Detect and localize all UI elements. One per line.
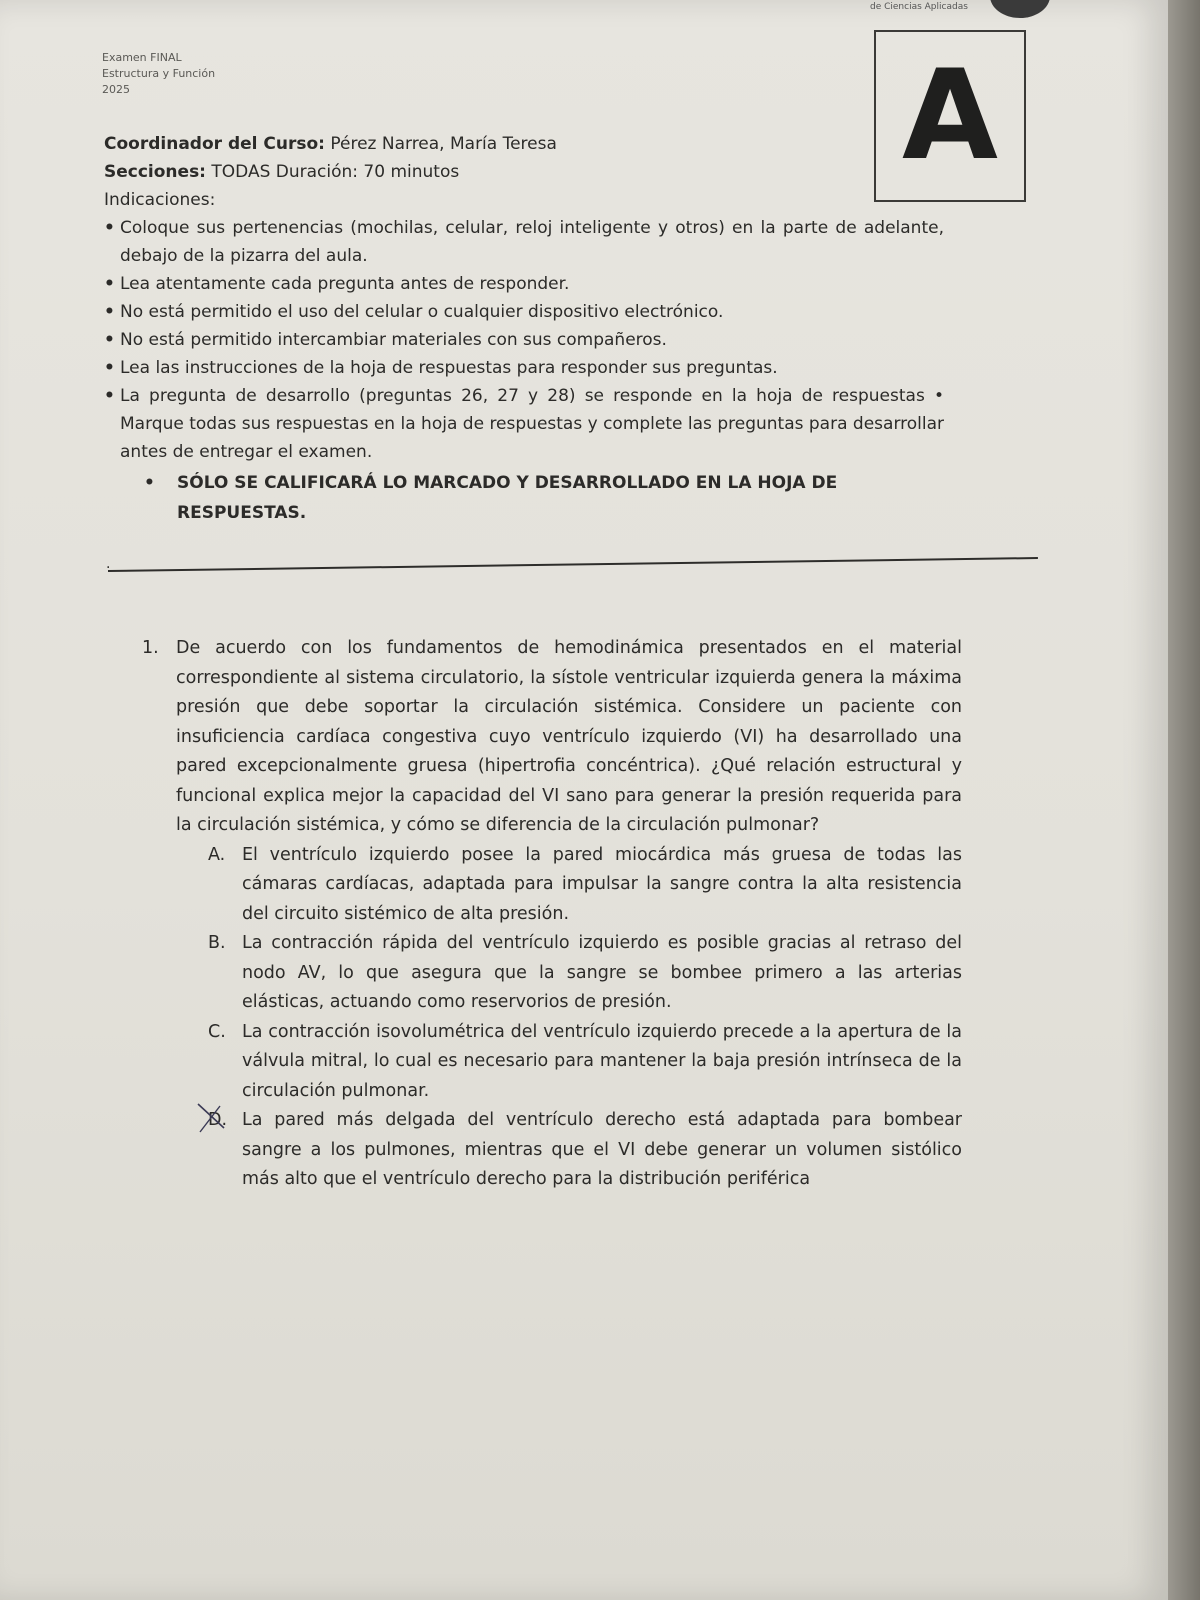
sections-label: Secciones: (104, 162, 206, 182)
answer-options (208, 841, 962, 1195)
institution-logo-text: de Ciencias Aplicadas (870, 2, 968, 12)
coordinator-label: Coordinador del Curso: (104, 134, 325, 154)
version-letter: A (902, 44, 998, 188)
exam-type: Examen FINAL (102, 51, 182, 64)
question-stem (142, 634, 962, 841)
coordinator-value: Pérez Narrea, María Teresa (324, 134, 557, 154)
institution-logo-icon (990, 0, 1050, 18)
exam-header (104, 130, 944, 528)
option-letter: C. (208, 1021, 226, 1042)
sections-row (104, 158, 944, 186)
option-a[interactable] (208, 841, 962, 930)
instruction-item: • La pregunta de desarrollo (preguntas 26, 27 y 28) se responde en la hoja de respuestas • Marque todas sus respuestas en la hoja de respuestas y complete las preguntas para desarrollar antes de entregar el examen. (104, 382, 944, 466)
option-c[interactable] (208, 1018, 962, 1107)
exam-meta (102, 50, 215, 98)
instruction-item: • No está permitido el uso del celular o cualquier dispositivo electrónico. (104, 298, 944, 326)
option-text: La contracción rápida del ventrículo izquierdo es posible gracias al retraso del nodo AV, lo que asegura que la sangre se bombee primero a las arterias elásticas, actuando como reservorios de presión. (242, 933, 962, 1012)
option-letter: B. (208, 933, 226, 953)
instruction-item: • No está permitido intercambiar materiales con sus compañeros. (104, 326, 944, 354)
option-letter: D. (208, 1110, 228, 1130)
instruction-item: • Lea atentamente cada pregunta antes de responder. (104, 270, 944, 298)
instructions-list (104, 214, 944, 466)
divider-dot: . (106, 556, 111, 572)
indications-label: Indicaciones: (104, 190, 216, 210)
question-1 (142, 634, 962, 1195)
sections-value: TODAS Duración: 70 minutos (205, 162, 460, 182)
instruction-item: • Coloque sus pertenencias (mochilas, celular, reloj inteligente y otros) en la parte de adelante, debajo de la pizarra del aula. (104, 214, 944, 270)
course-name: Estructura y Función (102, 67, 216, 80)
option-text: La pared más delgada del ventrículo derecho está adaptada para bombear sangre a los pulmones, mientras que el VI debe generar un volumen sistólico más alto que el ventrículo derecho para la distribución periférica (242, 1110, 962, 1189)
option-d[interactable] (208, 1106, 962, 1195)
grading-notice: • SÓLO SE CALIFICARÁ LO MARCADO Y DESARROLLADO EN LA HOJA DE RESPUESTAS. (104, 468, 944, 528)
option-letter-wrap (208, 1106, 242, 1195)
question-number: 1. (142, 638, 159, 658)
option-letter: A. (208, 844, 226, 865)
question-text: De acuerdo con los fundamentos de hemodinámica presentados en el material correspondiente al sistema circulatorio, la sístole ventricular izquierda genera la máxima presión que debe soportar la circulación sistémica. Considere un paciente con insuficiencia cardíaca congestiva cuyo ventrículo izquierdo (VI) ha desarrollado una pared excepcionalmente gruesa (hipertrofia concéntrica). ¿Qué relación estructural y funcional explica mejor la capacidad del VI sano para generar la presión requerida para la circulación sistémica, y cómo se diferencia de la circulación pulmonar? (176, 638, 962, 835)
exam-year: 2025 (102, 83, 130, 96)
page-edge-shadow (1168, 0, 1200, 1600)
instruction-item: • Lea las instrucciones de la hoja de respuestas para responder sus preguntas. (104, 354, 944, 382)
option-text: La contracción isovolumétrica del ventrículo izquierdo precede a la apertura de la válvula mitral, lo cual es necesario para mantener la baja presión intrínseca de la circulación pulmonar. (242, 1021, 962, 1101)
section-divider (108, 557, 1038, 572)
option-b[interactable] (208, 929, 962, 1018)
option-text: El ventrículo izquierdo posee la pared miocárdica más gruesa de todas las cámaras cardíacas, adaptada para impulsar la sangre contra la alta resistencia del circuito sistémico de alta presión. (242, 844, 962, 924)
coordinator-row (104, 130, 944, 158)
